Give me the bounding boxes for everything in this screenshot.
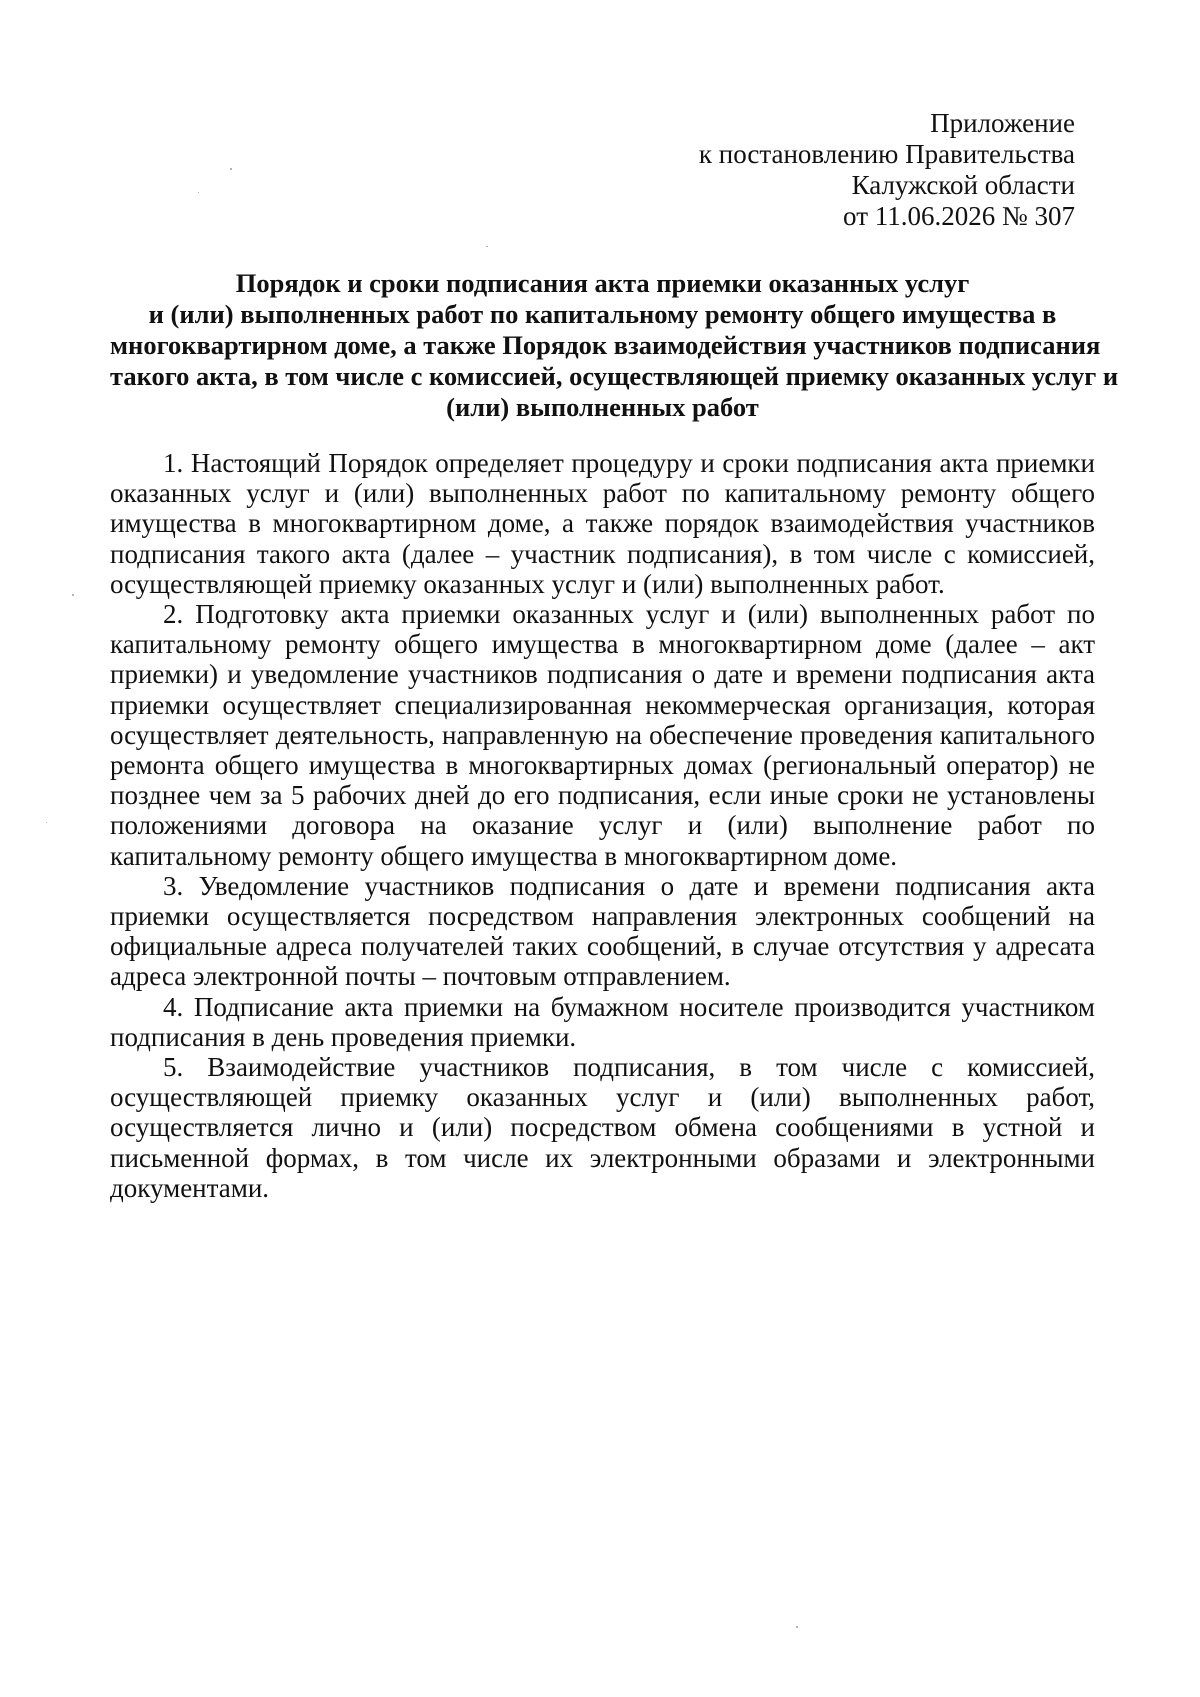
appendix-region: Калужской области (851, 170, 1075, 200)
paragraph-5: 5. Взаимодействие участников подписания, в том числе с комиссией, осуществляющей приемку оказанных услуг и (или) выполненных работ, осуществляется лично и (или) посредством обмена сообщениями в устной и письменной формах, в том числе их электронными образами и электронными документами. (110, 1052, 1095, 1203)
scan-speck (230, 168, 232, 170)
appendix-resolution-ref: к постановлению Правительства (698, 139, 1075, 169)
title-line: и (или) выполненных работ по капитальному ремонту общего имущества в (148, 299, 1057, 329)
paragraph-2: 2. Подготовку акта приемки оказанных услуг и (или) выполненных работ по капитальному ремонту общего имущества в многоквартирном доме (далее – акт приемки) и уведомление участников подписания о дате и времени подписания акта приемки осуществляет специализированная некоммерческая организация, которая осуществляет деятельность, направленную на обеспечение проведения капитального ремонта общего имущества в многоквартирных домах (региональный оператор) не позднее чем за 5 рабочих дней до его подписания, если иные сроки не установлены положениями договора на оказание услуг и (или) выполнение работ по капитальному ремонту общего имущества в многоквартирном доме. (110, 599, 1095, 871)
appendix-label: Приложение (930, 108, 1075, 138)
document-body (110, 448, 1095, 1203)
title-line: (или) выполненных работ (446, 392, 759, 422)
scan-speck (486, 246, 488, 247)
scan-speck (198, 192, 199, 193)
scan-speck (796, 1626, 798, 1628)
scan-speck (72, 594, 74, 596)
paragraph-1: 1. Настоящий Порядок определяет процедуру и сроки подписания акта приемки оказанных услуг и (или) выполненных работ по капитальному ремонту общего имущества в многоквартирном доме, а также порядок взаимодействия участников подписания такого акта (далее – участник подписания), в том числе с комиссией, осуществляющей приемку оказанных услуг и (или) выполненных работ. (110, 448, 1095, 599)
title-line: такого акта, в том числе с комиссией, осуществляющей приемку оказанных услуг и (110, 361, 1119, 391)
paragraph-4: 4. Подписание акта приемки на бумажном носителе производится участником подписания в день проведения приемки. (110, 991, 1095, 1052)
document-title (110, 268, 1119, 423)
appendix-block (699, 108, 1075, 232)
title-line: многоквартирном доме, а также Порядок взаимодействия участников подписания (110, 330, 1101, 360)
title-line: Порядок и сроки подписания акта приемки оказанных услуг (235, 268, 970, 298)
paragraph-3: 3. Уведомление участников подписания о дате и времени подписания акта приемки осуществляется посредством направления электронных сообщений на официальные адреса получателей таких сообщений, в случае отсутствия у адресата адреса электронной почты – почтовым отправлением. (110, 870, 1095, 992)
appendix-date-number: от 11.06.2026 № 307 (843, 201, 1075, 231)
scan-speck (46, 822, 47, 823)
